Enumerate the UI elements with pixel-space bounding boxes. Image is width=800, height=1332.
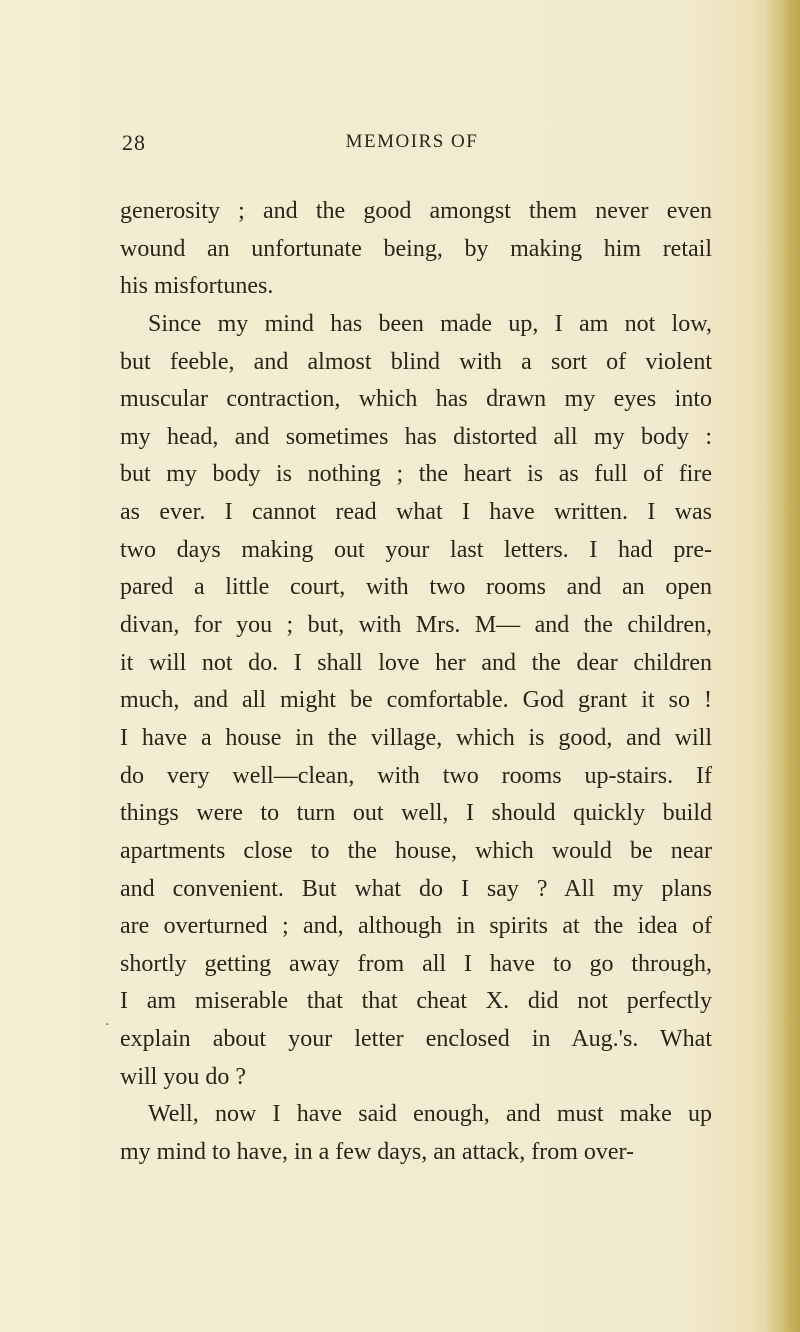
text-line: it will not do. I shall love her and the dear children — [120, 649, 712, 676]
text-line: but my body is nothing ; the heart is as full of fire — [120, 461, 712, 488]
text-line: two days making out your last letters. I had pre- — [120, 536, 712, 563]
body-text — [120, 193, 712, 1172]
text-line: pared a little court, with two rooms and an open — [120, 574, 712, 601]
text-line: and convenient. But what do I say ? All my plans — [120, 875, 712, 902]
text-line: my head, and sometimes has distorted all my body : — [120, 423, 712, 450]
text-line: things were to turn out well, I should quickly build — [120, 800, 712, 827]
text-line: generosity ; and the good amongst them never even — [120, 198, 712, 224]
text-line: divan, for you ; but, with Mrs. M— and the children, — [120, 612, 712, 639]
text-line: as ever. I cannot read what I have written. I was — [120, 499, 712, 526]
text-line: explain about your letter enclosed in Aug.'s. What — [120, 1026, 712, 1053]
text-line: but feeble, and almost blind with a sort of violent — [120, 348, 712, 375]
text-line: Since my mind has been made up, I am not low, — [148, 310, 712, 337]
text-line: I have a house in the village, which is good, and will — [120, 724, 712, 751]
text-line: are overturned ; and, although in spirits at the idea of — [120, 913, 712, 940]
text-line: do very well—clean, with two rooms up-stairs. If — [120, 762, 712, 789]
text-line: Well, now I have said enough, and must make up — [148, 1101, 712, 1128]
text-line: his misfortunes. — [120, 273, 274, 300]
stray-mark: . — [105, 1013, 110, 1029]
page-number: 28 — [122, 130, 146, 155]
text-line: wound an unfortunate being, by making him retail — [120, 235, 712, 262]
text-line: my mind to have, in a few days, an attack, from over- — [120, 1139, 635, 1166]
page-header — [122, 130, 702, 160]
text-line: will you do ? — [120, 1063, 246, 1090]
text-line: much, and all might be comfortable. God grant it so ! — [120, 687, 712, 714]
text-line: shortly getting away from all I have to go through, — [120, 950, 712, 977]
running-head: MEMOIRS OF — [345, 131, 479, 152]
text-line: I am miserable that that cheat X. did not perfectly — [120, 988, 712, 1015]
text-line: apartments close to the house, which would be near — [120, 837, 712, 864]
page-edge-shadow — [766, 0, 800, 1332]
text-line: muscular contraction, which has drawn my eyes into — [120, 386, 712, 413]
